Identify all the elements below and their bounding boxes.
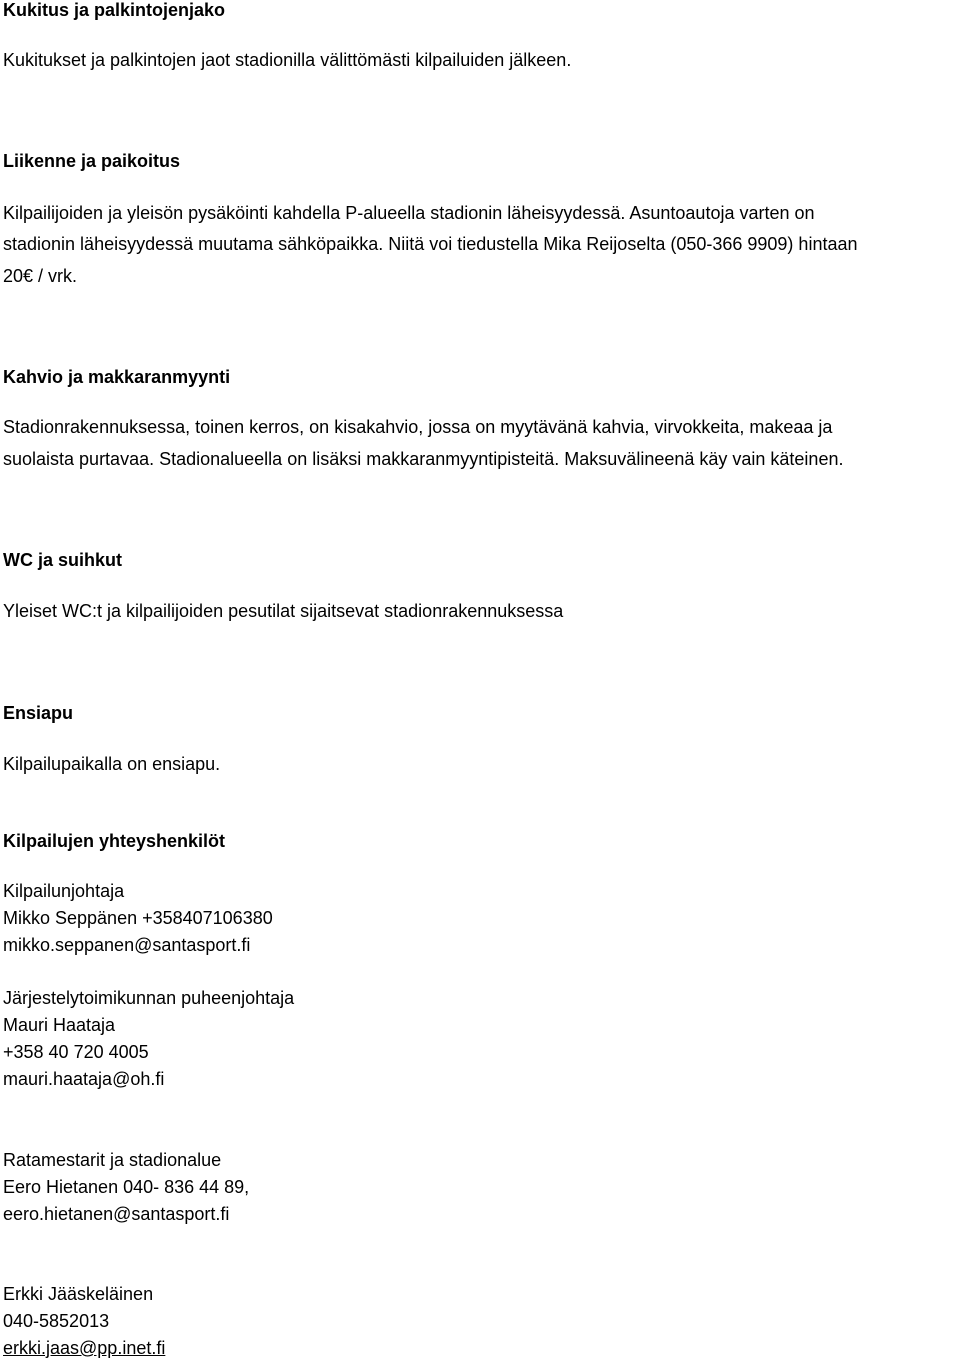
contact-name-phone-director: Mikko Seppänen +358407106380 xyxy=(3,908,273,928)
section-heading-first-aid: Ensiapu xyxy=(3,703,74,723)
section-heading-wc: WC ja suihkut xyxy=(3,550,123,570)
section-heading-contacts: Kilpailujen yhteyshenkilöt xyxy=(3,831,226,851)
contact-email-chair: mauri.haataja@oh.fi xyxy=(3,1069,165,1089)
section-heading-cafe: Kahvio ja makkaranmyynti xyxy=(3,367,231,387)
contact-phone-extra: 040-5852013 xyxy=(3,1311,110,1331)
wc-text: Yleiset WC:t ja kilpailijoiden pesutilat sijaitsevat stadionrakennuksessa xyxy=(3,601,564,621)
cafe-text-line: suolaista purtavaa. Stadionalueella on lisäksi makkaranmyyntipisteitä. Maksuvälineenä käy vain käteinen. xyxy=(3,449,844,469)
traffic-text-line: 20€ / vrk. xyxy=(3,266,78,286)
cafe-text-line: Stadionrakennuksessa, toinen kerros, on kisakahvio, jossa on myytävänä kahvia, virvokkeita, makeaa ja xyxy=(3,417,833,437)
awards-text: Kukitukset ja palkintojen jaot stadionilla välittömästi kilpailuiden jälkeen. xyxy=(3,50,572,70)
contact-name-phone-track: Eero Hietanen 040- 836 44 89, xyxy=(3,1177,250,1197)
contact-role-director: Kilpailunjohtaja xyxy=(3,881,125,901)
section-heading-traffic: Liikenne ja paikoitus xyxy=(3,151,181,171)
contact-phone-chair: +358 40 720 4005 xyxy=(3,1042,149,1062)
contact-email-link-extra[interactable]: erkki.jaas@pp.inet.fi xyxy=(3,1338,166,1358)
traffic-text-line: stadionin läheisyydessä muutama sähköpaikka. Niitä voi tiedustella Mika Reijoselta (050-366 9909) hintaan xyxy=(3,234,858,254)
section-heading-awards: Kukitus ja palkintojenjako xyxy=(3,0,226,20)
contact-name-chair: Mauri Haataja xyxy=(3,1015,116,1035)
contact-email-track: eero.hietanen@santasport.fi xyxy=(3,1204,230,1224)
contact-role-track: Ratamestarit ja stadionalue xyxy=(3,1150,222,1170)
first-aid-text: Kilpailupaikalla on ensiapu. xyxy=(3,754,221,774)
traffic-text-line: Kilpailijoiden ja yleisön pysäköinti kahdella P-alueella stadionin läheisyydessä. Asuntoautoja varten on xyxy=(3,203,815,223)
contact-role-chair: Järjestelytoimikunnan puheenjohtaja xyxy=(3,988,295,1008)
contact-name-extra: Erkki Jääskeläinen xyxy=(3,1284,154,1304)
contact-email-director: mikko.seppanen@santasport.fi xyxy=(3,935,251,955)
